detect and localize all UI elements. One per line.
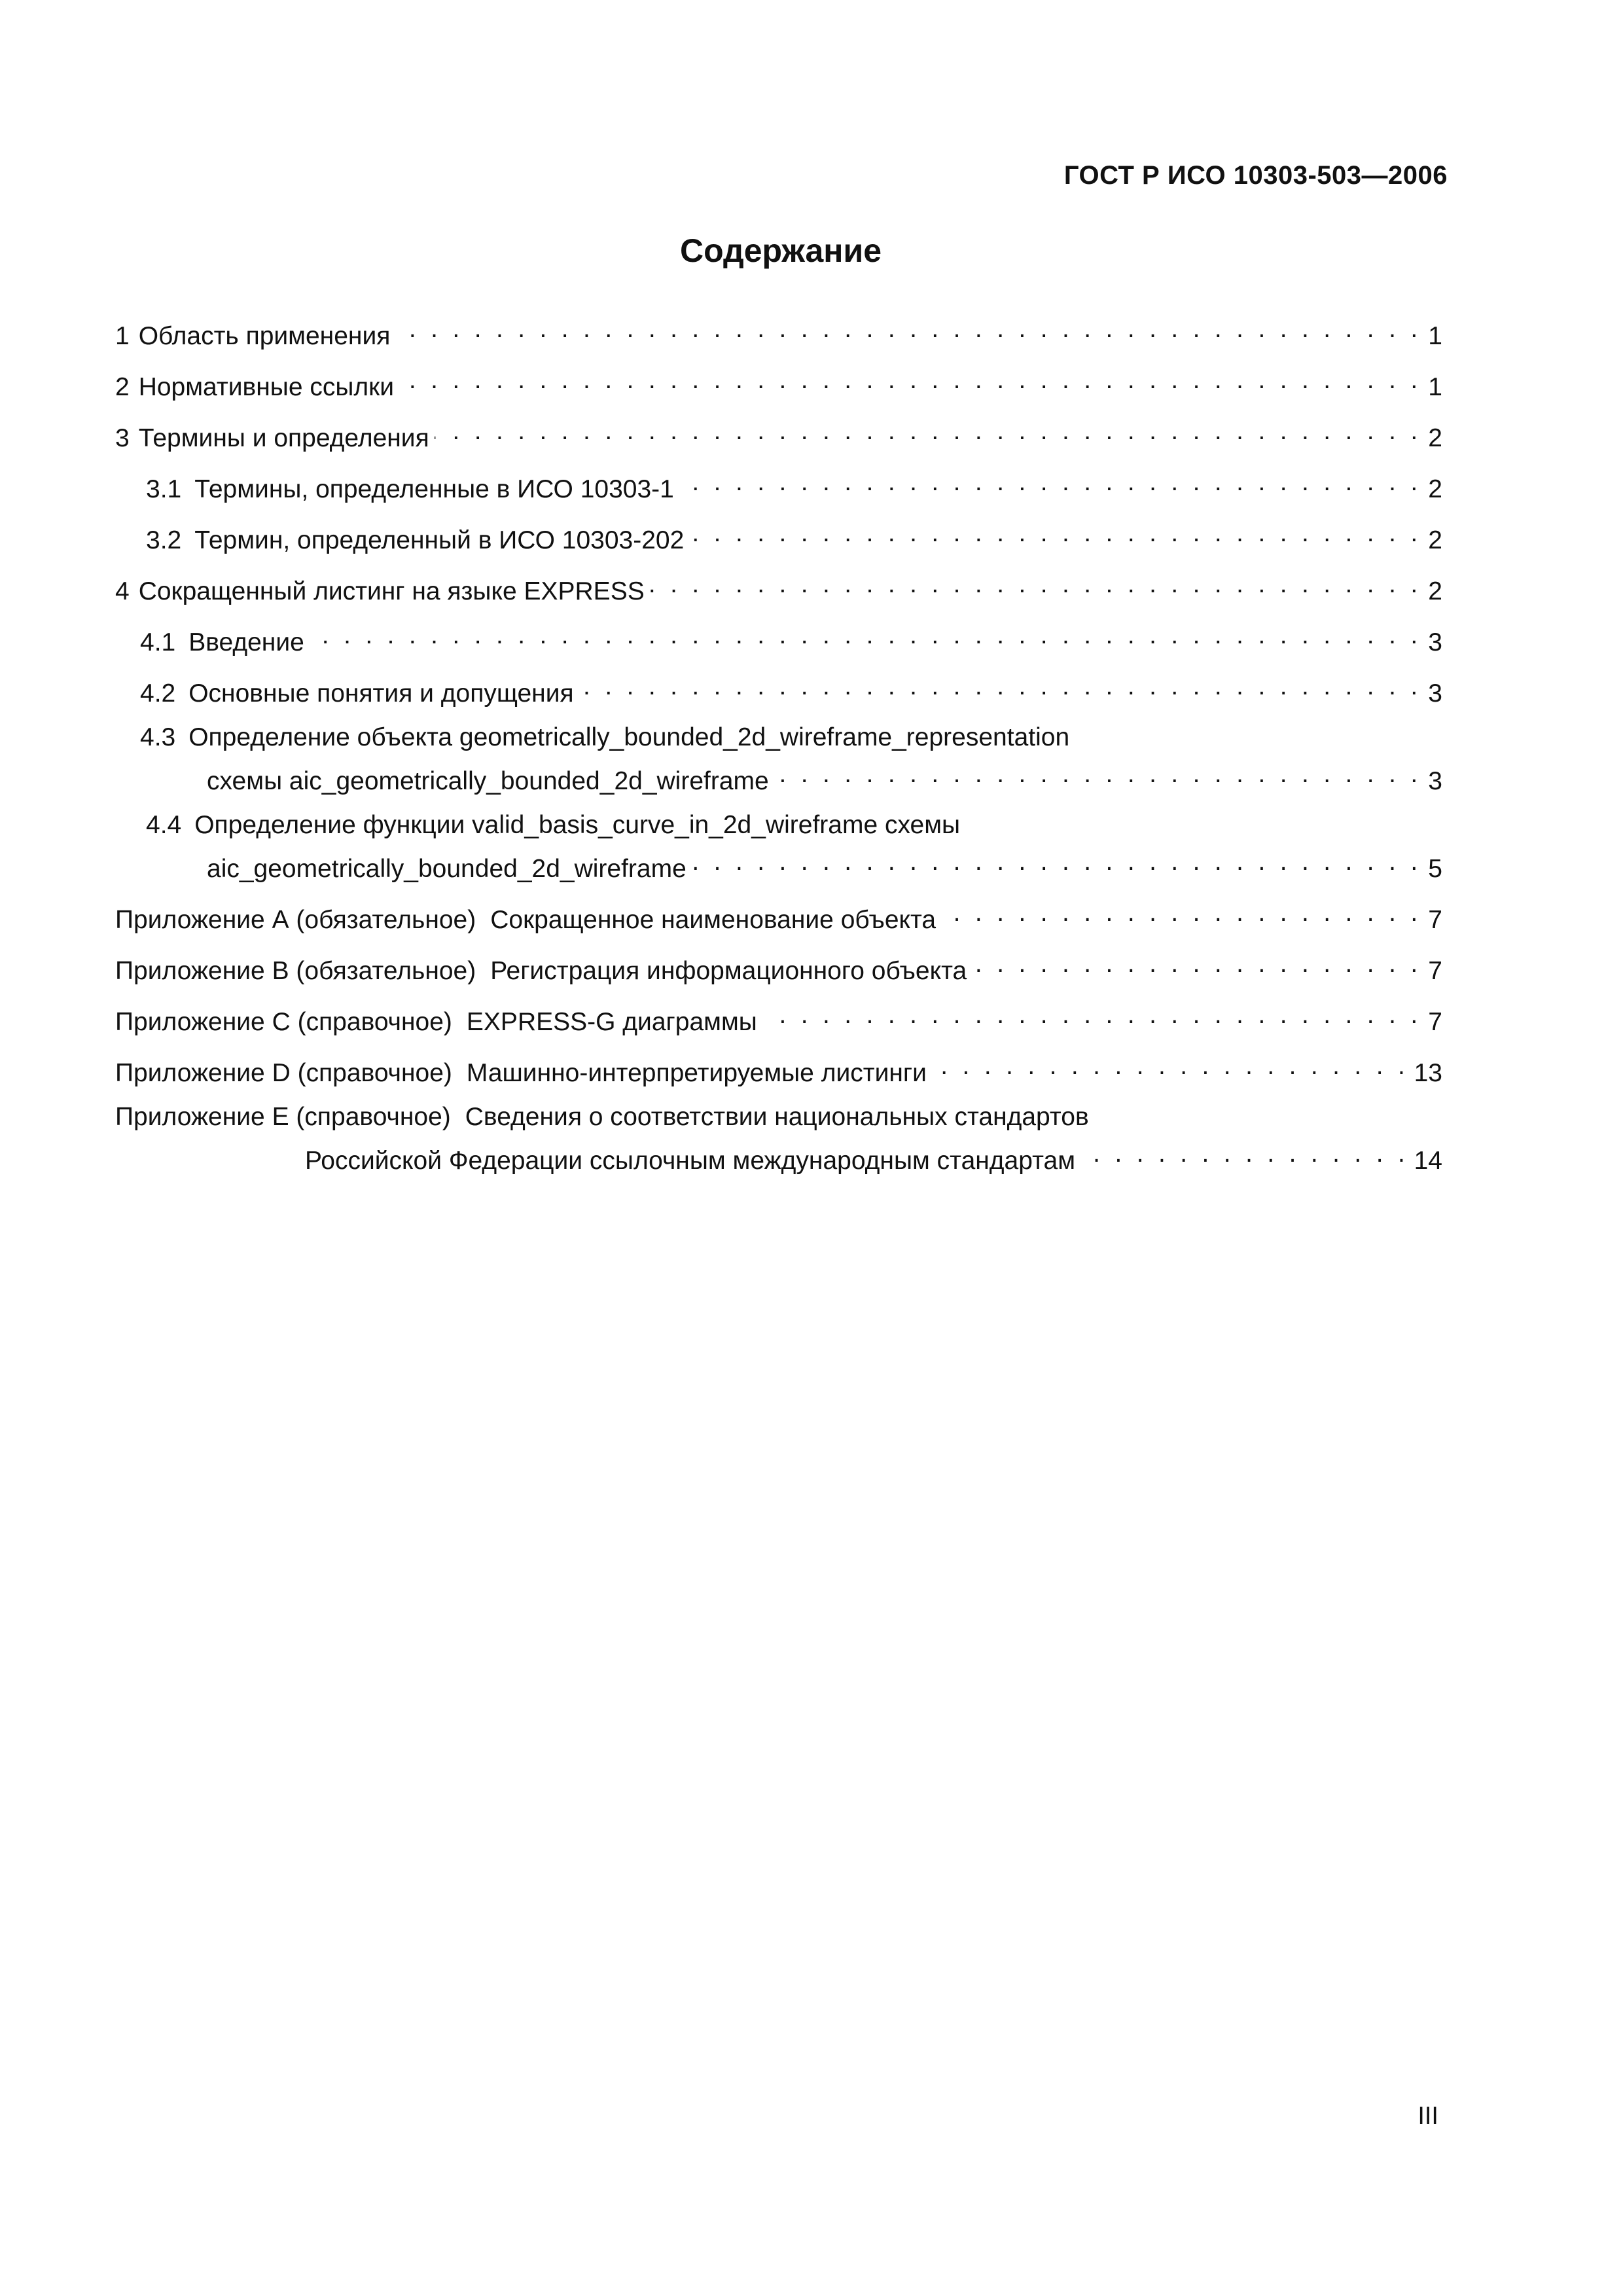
toc-entry-title: Термин, определенный в ИСО 10303-202 xyxy=(194,526,685,554)
toc-appendix-b[interactable] xyxy=(115,949,1442,986)
toc-dot-leader xyxy=(1080,1139,1409,1169)
toc-entry-title: Сокращенное наименование объекта xyxy=(490,906,936,934)
toc-entry-title: Основные понятия и допущения xyxy=(188,679,574,708)
toc-entry-page: 7 xyxy=(1428,906,1442,934)
toc-entry-4-1[interactable] xyxy=(115,620,1442,658)
toc-dot-leader xyxy=(941,898,1421,928)
toc-dot-leader xyxy=(774,759,1421,789)
toc-entry-3-2[interactable] xyxy=(115,518,1442,556)
toc-entry-number: 4.4 xyxy=(146,811,182,839)
toc-dot-leader xyxy=(310,620,1421,651)
toc-appendix-e-line1[interactable] xyxy=(115,1102,1442,1132)
appendix-label: Приложение А (обязательное) xyxy=(115,906,476,934)
toc-entry-title: Нормативные ссылки xyxy=(138,373,394,401)
toc-entry-number: 4.2 xyxy=(140,679,176,708)
appendix-label: Приложение В (обязательное) xyxy=(115,957,476,985)
toc-entry-page: 13 xyxy=(1414,1059,1442,1087)
toc-entry-title: Сокращенный листинг на языке EXPRESS xyxy=(138,577,645,605)
toc-entry-page: 3 xyxy=(1428,679,1442,708)
toc-entry-page: 14 xyxy=(1414,1147,1442,1175)
toc-dot-leader xyxy=(692,847,1421,877)
toc-entry-number: 3.1 xyxy=(146,475,182,503)
toc-entry-3-1[interactable] xyxy=(115,467,1442,505)
toc-appendix-a[interactable] xyxy=(115,898,1442,935)
toc-entry-title: EXPRESS-G диаграммы xyxy=(466,1008,757,1036)
toc-entry-page: 2 xyxy=(1428,526,1442,554)
toc-entry-4-2[interactable] xyxy=(115,672,1442,709)
toc-dot-leader xyxy=(932,1051,1409,1081)
toc-appendix-d[interactable] xyxy=(115,1051,1442,1088)
toc-entry-4-3-line1[interactable] xyxy=(115,723,1442,753)
toc-entry-number: 4.3 xyxy=(140,723,176,751)
toc-entry-title: Термины, определенные в ИСО 10303-1 xyxy=(194,475,674,503)
toc-entry-title-continued: схемы aic_geometrically_bounded_2d_wireframe xyxy=(207,767,769,795)
toc-entry-page: 1 xyxy=(1428,373,1442,401)
toc-entry-title: Сведения о соответствии национальных стандартов xyxy=(465,1103,1089,1131)
toc-title: Содержание xyxy=(679,232,882,269)
toc-entry-title: Регистрация информационного объекта xyxy=(490,957,967,985)
toc-entry-page: 2 xyxy=(1428,577,1442,605)
toc-entry-number: 4 xyxy=(115,577,130,605)
toc-entry-2[interactable] xyxy=(115,365,1442,403)
toc-entry-title: Введение xyxy=(188,628,304,656)
toc-entry-number: 1 xyxy=(115,322,130,350)
toc-dot-leader xyxy=(650,569,1421,600)
toc-entry-number: 3.2 xyxy=(146,526,182,554)
toc-dot-leader xyxy=(689,518,1421,548)
document-code: ГОСТ Р ИСО 10303-503—2006 xyxy=(1063,161,1448,190)
toc-appendix-c[interactable] xyxy=(115,1000,1442,1037)
toc-entry-number: 2 xyxy=(115,373,130,401)
toc-entry-title: Машинно-интерпретируемые листинги xyxy=(466,1059,927,1087)
table-of-contents xyxy=(115,314,1442,1190)
toc-dot-leader xyxy=(395,314,1421,344)
toc-entry-title: Определение функции valid_basis_curve_in_2d_wireframe схемы xyxy=(194,811,961,839)
toc-entry-page: 1 xyxy=(1428,322,1442,350)
toc-entry-number: 3 xyxy=(115,424,130,452)
toc-entry-page: 5 xyxy=(1428,855,1442,883)
toc-dot-leader xyxy=(972,949,1421,979)
toc-entry-page: 3 xyxy=(1428,767,1442,795)
toc-entry-page: 2 xyxy=(1428,475,1442,503)
toc-entry-4-4-line2[interactable] xyxy=(115,847,1442,884)
toc-entry-page: 3 xyxy=(1428,628,1442,656)
toc-appendix-e-line2[interactable] xyxy=(115,1139,1442,1176)
toc-entry-page: 7 xyxy=(1428,957,1442,985)
toc-entry-4-4-line1[interactable] xyxy=(115,810,1442,840)
toc-entry-title: Определение объекта geometrically_bounded_2d_wireframe_representation xyxy=(188,723,1070,751)
toc-entry-page: 7 xyxy=(1428,1008,1442,1036)
toc-entry-1[interactable] xyxy=(115,314,1442,351)
toc-entry-3[interactable] xyxy=(115,416,1442,454)
toc-entry-number: 4.1 xyxy=(140,628,176,656)
toc-entry-page: 2 xyxy=(1428,424,1442,452)
toc-entry-title-continued: aic_geometrically_bounded_2d_wireframe xyxy=(207,855,687,883)
appendix-label: Приложение D (справочное) xyxy=(115,1059,452,1087)
page-number: III xyxy=(1418,2102,1438,2130)
toc-entry-title: Термины и определения xyxy=(138,424,429,452)
toc-entry-4[interactable] xyxy=(115,569,1442,607)
toc-dot-leader xyxy=(679,467,1421,497)
toc-dot-leader xyxy=(762,1000,1421,1030)
appendix-label: Приложение Е (справочное) xyxy=(115,1103,451,1131)
toc-entry-4-3-line2[interactable] xyxy=(115,759,1442,797)
toc-dot-leader xyxy=(579,672,1421,702)
toc-entry-title: Область применения xyxy=(138,322,391,350)
appendix-label: Приложение С (справочное) xyxy=(115,1008,452,1036)
toc-dot-leader xyxy=(435,416,1421,446)
toc-entry-title-continued: Российской Федерации ссылочным международным стандартам xyxy=(305,1147,1076,1175)
toc-dot-leader xyxy=(399,365,1421,395)
